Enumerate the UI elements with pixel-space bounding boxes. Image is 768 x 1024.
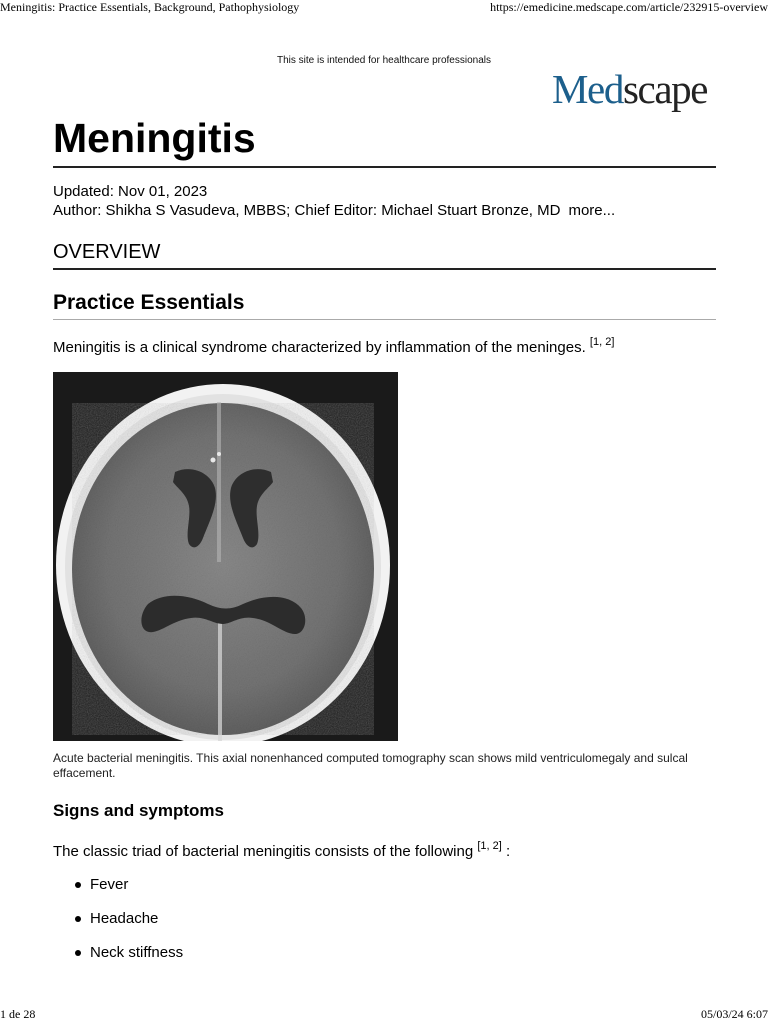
print-page-url: https://emedicine.medscape.com/article/232915-overview [490,0,768,14]
intro-text: Meningitis is a clinical syndrome characterized by inflammation of the meninges. [53,339,586,356]
print-footer [0,1008,768,1024]
list-item-text: Headache [90,910,159,927]
updated-date: Updated: Nov 01, 2023 [53,183,208,200]
list-item-text: Fever [90,876,129,893]
bullet-icon [75,916,81,922]
triad-text: The classic triad of bacterial meningitis consists of the following [53,843,474,860]
intro-paragraph [53,336,615,357]
more-authors-link[interactable]: more... [568,202,616,219]
brain-ct-illustration [53,372,398,741]
heading-practice-essentials: Practice Essentials [53,291,245,314]
medscape-logo[interactable] [552,66,717,112]
print-header [0,0,768,14]
logo-med-part: Med [552,66,623,112]
list-item [53,904,183,938]
triad-paragraph [53,840,511,861]
figure-caption: Acute bacterial meningitis. This axial nonenhanced computed tomography scan shows mild ventriculomegaly and sulcal effacement. [53,751,688,780]
logo-scape-part: scape [622,66,708,112]
article-title: Meningitis [53,115,256,161]
print-datetime: 05/03/24 6:07 [700,1007,768,1021]
list-item-text: Neck stiffness [90,944,184,961]
symptom-list [53,870,183,972]
reference-link[interactable]: [1, 2] [477,840,502,852]
triad-colon: : [506,843,511,860]
heading-divider [53,319,716,320]
healthcare-professionals-notice: This site is intended for healthcare professionals [276,55,491,66]
ct-scan-image[interactable] [53,372,398,741]
bullet-icon [75,882,81,888]
reference-link[interactable]: [1, 2] [589,336,615,348]
page-number: 1 de 28 [0,1007,36,1021]
heading-signs-and-symptoms: Signs and symptoms [53,801,224,820]
section-overview: OVERVIEW [53,241,161,263]
list-item [53,938,183,972]
author-text: Author: Shikha S Vasudeva, MBBS; Chief Editor: Michael Stuart Bronze, MD [53,202,561,219]
section-divider [53,268,716,270]
bullet-icon [75,950,81,956]
print-page-title: Meningitis: Practice Essentials, Background, Pathophysiology [0,0,300,14]
title-divider [53,166,716,168]
author-line [53,202,615,220]
list-item [53,870,183,904]
